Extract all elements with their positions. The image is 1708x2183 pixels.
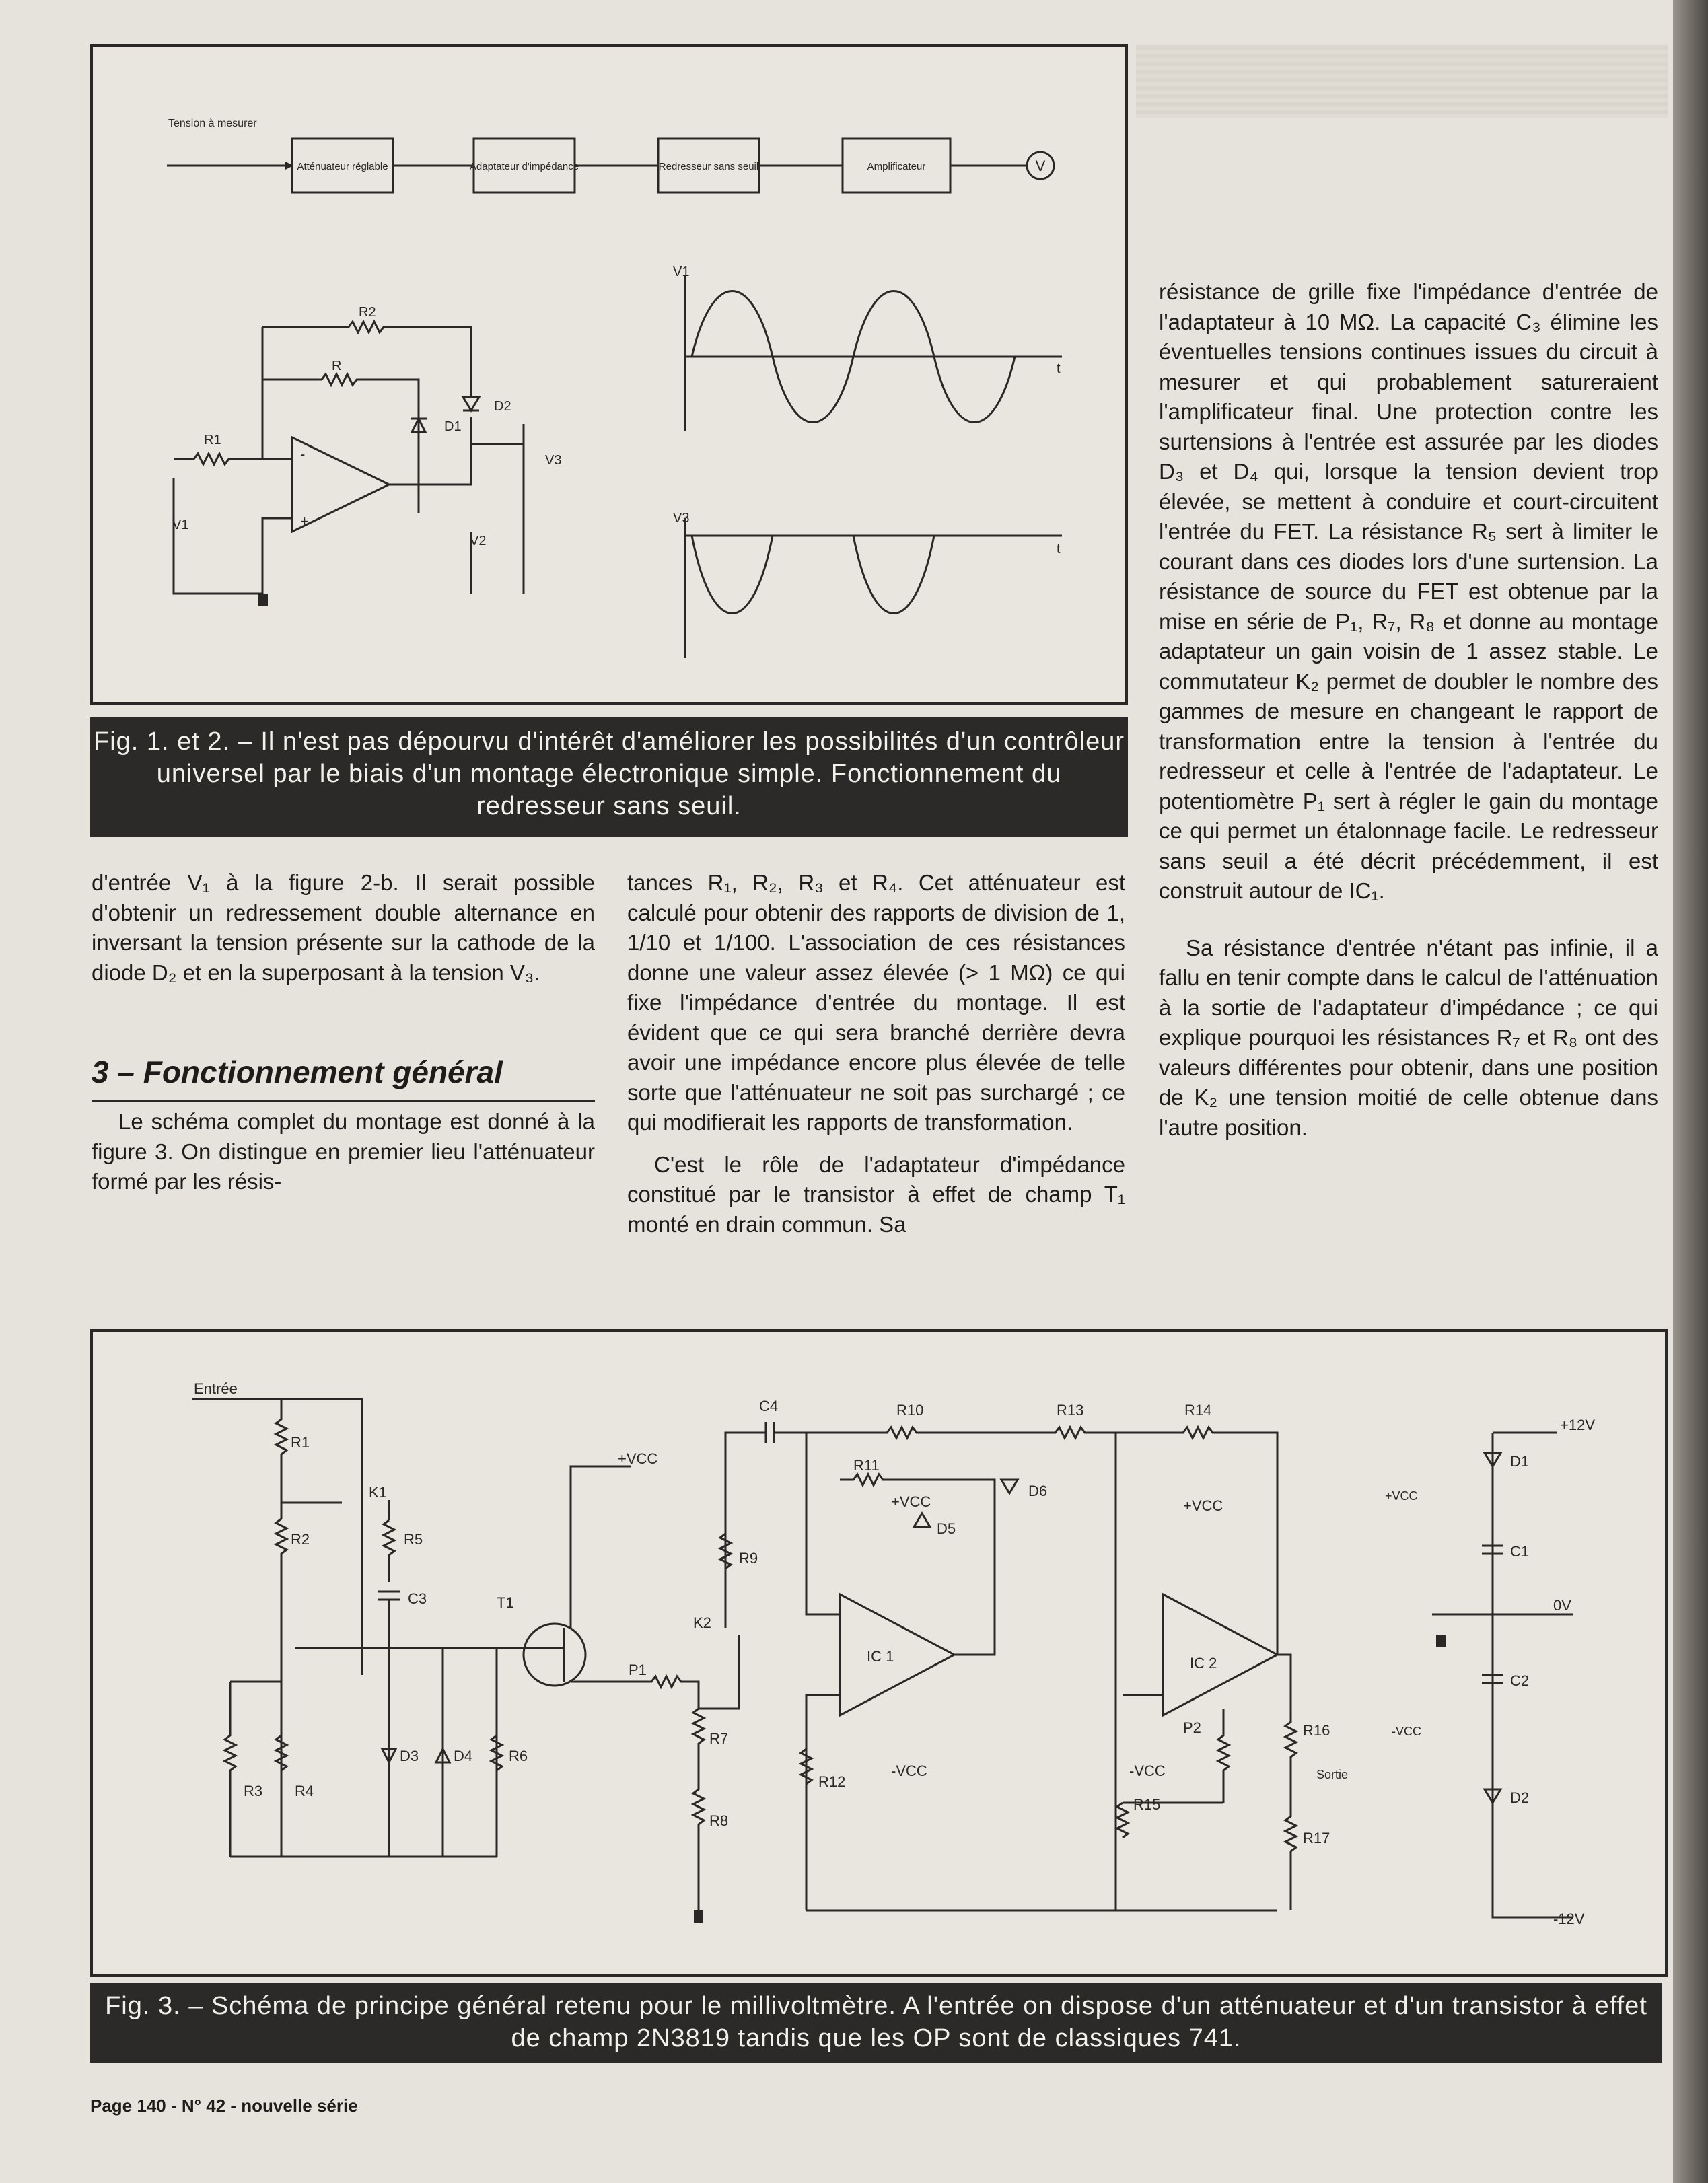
label-entree: Entrée: [194, 1380, 238, 1397]
svg-text:-: -: [300, 445, 306, 462]
svg-text:+: +: [300, 513, 309, 530]
figure-3-caption: Fig. 3. – Schéma de principe général retenu pour le millivoltmètre. A l'entrée on dispose d'un atténuateur et d'un transistor à effet de champ 2N3819 tandis que les OP sont de classiques 741.: [90, 1983, 1662, 2063]
text-column-2: [627, 868, 1125, 1240]
label-r11: R11: [853, 1457, 880, 1474]
label-r14: R14: [1184, 1402, 1212, 1419]
label-r6: R6: [509, 1748, 528, 1764]
wave-v3-label: V3: [673, 511, 690, 526]
label-mvcc-ic2: -VCC: [1129, 1762, 1166, 1779]
label-d1: D1: [444, 419, 462, 434]
waveform-plots: [673, 264, 1062, 658]
wave-v1-label: V1: [673, 264, 690, 279]
col3-paragraph-1: résistance de grille fixe l'impédance d'entrée de l'adaptateur à 10 MΩ. La capacité C₃ élimine les éventuelles tensions continues issues du circuit à mesurer et qui probablement satureraient l'amplificateur final. Une protection contre les surtensions à l'entrée est assurée par les diodes D₃ et D₄ qui, lorsque la tension devient trop élevée, se mettent à conduire et court-circuitent l'entrée du FET. La résistance R₅ sert à limiter le courant dans ces diodes lors d'une surtension. La résistance de source du FET est obtenue par la mise en série de P₁, R₇, R₈ et donne au montage adaptateur un gain voisin de 1 assez stable. Le commutateur K₂ permet de doubler le nombre des gammes de mesure en changeant le rapport de transformation entre la tension à l'entrée du redresseur et celle à l'entrée de l'adaptateur. Le potentiomètre P₁ sert à régler le gain du montage ce qui permet un étalonnage facile. Le redresseur sans seuil a été décrit précédemment, il est construit autour de IC₁.: [1159, 279, 1658, 903]
block-attenuator-label: Atténuateur réglable: [297, 161, 388, 172]
label-c3: C3: [408, 1590, 427, 1607]
label-r12: R12: [818, 1773, 846, 1790]
label-c4: C4: [759, 1398, 779, 1415]
label-0v: 0V: [1553, 1597, 1571, 1614]
label-r13: R13: [1057, 1402, 1084, 1419]
figure-3-drawing: [93, 1332, 1665, 1974]
col2-paragraph-2: C'est le rôle de l'adaptateur d'impédance constitué par le transistor à effet de champ T₁ monté en drain commun. Sa: [627, 1151, 1125, 1237]
figure-3-schematic: [90, 1329, 1668, 1977]
label-p1: P1: [629, 1661, 647, 1678]
label-r9: R9: [739, 1550, 758, 1567]
label-r5: R5: [404, 1531, 423, 1548]
block-diagram: [167, 118, 1054, 192]
label-supply-vcc: +VCC: [1385, 1489, 1418, 1503]
text-column-1: [92, 868, 595, 1197]
label-minus12v: -12V: [1553, 1910, 1585, 1927]
label-r2: R2: [359, 305, 376, 320]
label-c1: C1: [1510, 1543, 1530, 1560]
col3-paragraph-2: Sa résistance d'entrée n'étant pas infinie, il a fallu en tenir compte dans le calcul de l'atténuation à la sortie de l'adaptateur d'impédance ; ce qui explique pourquoi les résistances R₇ et R₈ ont des valeurs différentes pour obtenir, dans une position de K₂ une tension moitié de celle obtenue dans l'autre position.: [1159, 935, 1658, 1140]
label-r16: R16: [1303, 1722, 1330, 1739]
label-vcc-fet: +VCC: [618, 1450, 658, 1467]
label-d1: D1: [1510, 1453, 1530, 1470]
label-k2: K2: [693, 1614, 711, 1631]
label-r10: R10: [896, 1402, 924, 1419]
label-sortie: Sortie: [1316, 1768, 1349, 1781]
text-column-3: [1159, 277, 1658, 1143]
col1-paragraph-1: d'entrée V₁ à la figure 2-b. Il serait possible d'obtenir un redressement double alternance en inversant la tension présente sur la cathode de la diode D₂ et en la superposant à la tension V₃.: [92, 870, 595, 985]
label-plus12v: +12V: [1560, 1417, 1595, 1433]
label-v3: V3: [545, 453, 562, 468]
show-through-texture: [1136, 44, 1668, 118]
label-p2: P2: [1183, 1719, 1201, 1736]
block-rectifier-label: Redresseur sans seuil: [658, 161, 759, 172]
label-mvcc-ic1: -VCC: [891, 1762, 927, 1779]
fet-t1-icon: [524, 1624, 585, 1686]
page-footer: Page 140 - N° 42 - nouvelle série: [90, 2096, 358, 2116]
label-d6: D6: [1028, 1482, 1048, 1499]
col1-paragraph-2: Le schéma complet du montage est donné à la figure 3. On distingue en premier lieu l'atténuateur formé par les résis-: [92, 1109, 595, 1194]
rectifier-circuit: [172, 305, 561, 606]
label-vcc-ic2: +VCC: [1183, 1497, 1223, 1514]
label-ic1: IC 1: [867, 1648, 894, 1665]
diode-d6-icon: [1001, 1480, 1018, 1493]
label-r3: R3: [244, 1783, 263, 1799]
label-d5: D5: [937, 1520, 956, 1537]
label-d2: D2: [494, 399, 511, 414]
block-amplifier-label: Amplificateur: [867, 161, 926, 172]
ic1-opamp-symbol: [840, 1594, 954, 1715]
label-v2: V2: [470, 534, 487, 548]
label-r8: R8: [709, 1812, 729, 1829]
diode-d2-icon: [463, 397, 479, 410]
label-r15: R15: [1133, 1796, 1161, 1813]
label-d4: D4: [454, 1748, 473, 1764]
label-t1: T1: [497, 1594, 514, 1611]
label-k1: K1: [369, 1484, 387, 1501]
section-heading: 3 – Fonctionnement général: [92, 1052, 595, 1102]
label-r4: R4: [295, 1783, 314, 1799]
label-r: R: [332, 359, 342, 373]
label-d3: D3: [400, 1748, 419, 1764]
label-r2: R2: [291, 1531, 310, 1548]
label-r1: R1: [291, 1434, 310, 1451]
label-v1: V1: [172, 517, 189, 532]
label-vcc-ic1: +VCC: [891, 1493, 931, 1510]
col2-paragraph-1: tances R₁, R₂, R₃ et R₄. Cet atténuateur est calculé pour obtenir des rapports de division de 1, 1/10 et 1/100. L'association de ces résistances donne une valeur assez élevée (> 1 MΩ) ce qui fixe l'impédance d'entrée du montage. Il est évident que ce qui sera branché derrière devra avoir une impédance encore plus élevée de telle sorte que l'atténuateur ne soit pas surchargé ; ce qui modifierait les rapports de transformation.: [627, 870, 1125, 1135]
figure-1-2: [90, 44, 1128, 705]
label-r7: R7: [709, 1730, 729, 1747]
label-ic2: IC 2: [1190, 1655, 1217, 1672]
figure-1-2-caption: Fig. 1. et 2. – Il n'est pas dépourvu d'intérêt d'améliorer les possibilités d'un contrôleur universel par le biais d'un montage électronique simple. Fonctionnement du redresseur sans seuil.: [90, 717, 1128, 837]
label-d2: D2: [1510, 1789, 1530, 1806]
label-c2: C2: [1510, 1672, 1530, 1689]
block-adapter-label: Adaptateur d'impédance: [469, 161, 579, 172]
page-edge-shadow: [1673, 0, 1708, 2183]
ic2-opamp-symbol: [1163, 1594, 1277, 1715]
label-r17: R17: [1303, 1830, 1330, 1847]
voltmeter-label: V: [1035, 157, 1046, 174]
figure-1-2-drawing: [93, 47, 1125, 702]
diode-d5-icon: [914, 1513, 930, 1527]
label-r1: R1: [204, 433, 221, 448]
wave-v3-t-label: t: [1057, 542, 1061, 557]
wave-v1-t-label: t: [1057, 361, 1061, 376]
block-input-label: Tension à mesurer: [168, 118, 257, 129]
label-supply-mvcc: -VCC: [1392, 1725, 1421, 1738]
